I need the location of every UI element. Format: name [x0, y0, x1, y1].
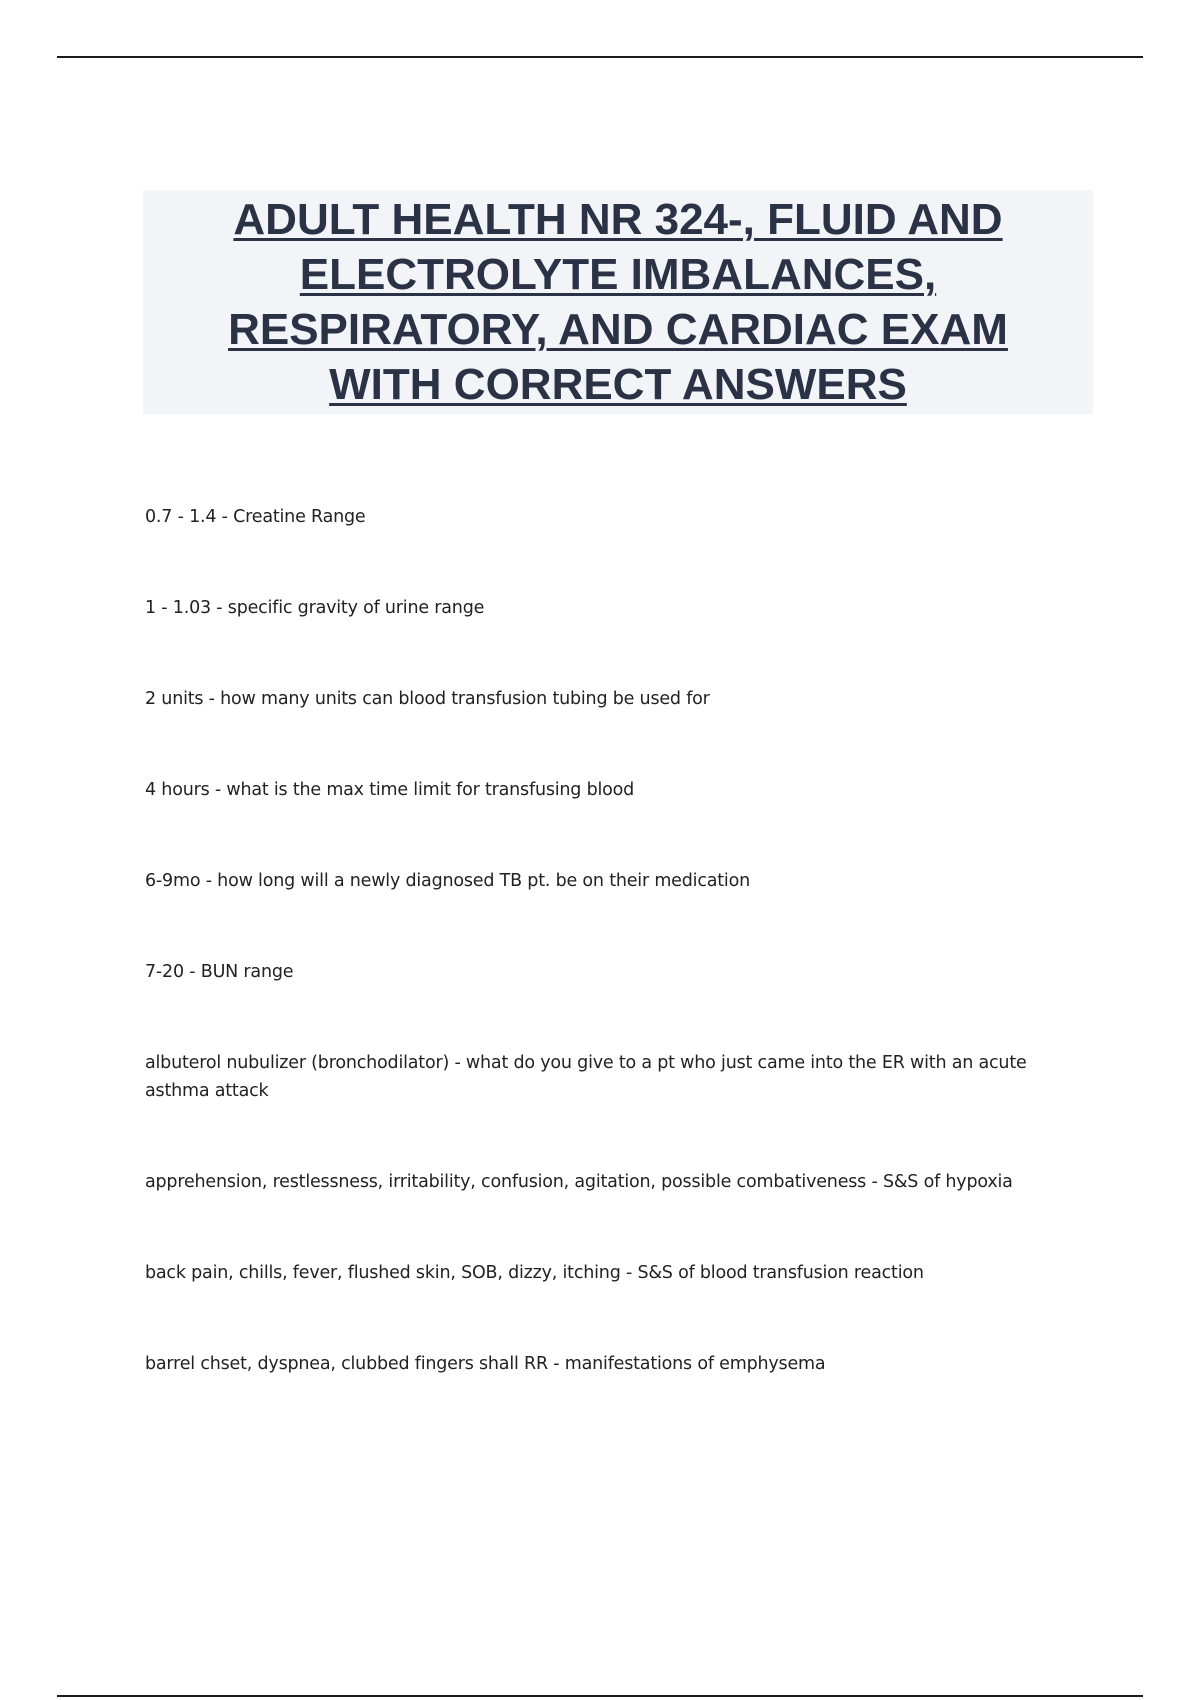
qa-item: apprehension, restlessness, irritability, confusion, agitation, possible combativeness - S&S of hypoxia [145, 1172, 1013, 1192]
qa-item: 7-20 - BUN range [145, 962, 294, 982]
qa-item: 4 hours - what is the max time limit for transfusing blood [145, 780, 635, 800]
document-title: ADULT HEALTH NR 324-, FLUID AND ELECTROLYTE IMBALANCES, RESPIRATORY, AND CARDIAC EXAM WITH CORRECT ANSWERS [228, 195, 1008, 409]
qa-item: albuterol nubulizer (bronchodilator) - what do you give to a pt who just came into the ER with an acute asthma attack [145, 1053, 1027, 1101]
qa-item: 6-9mo - how long will a newly diagnosed TB pt. be on their medication [145, 871, 750, 891]
qa-item: back pain, chills, fever, flushed skin, SOB, dizzy, itching - S&S of blood transfusion reaction [145, 1263, 924, 1283]
qa-item: 2 units - how many units can blood transfusion tubing be used for [145, 689, 710, 709]
bottom-divider [57, 1695, 1143, 1697]
top-divider [57, 56, 1143, 58]
title-banner [143, 190, 1093, 414]
qa-item: 1 - 1.03 - specific gravity of urine range [145, 598, 485, 618]
qa-item: barrel chset, dyspnea, clubbed fingers shall RR - manifestations of emphysema [145, 1354, 826, 1374]
qa-item: 0.7 - 1.4 - Creatine Range [145, 507, 366, 527]
